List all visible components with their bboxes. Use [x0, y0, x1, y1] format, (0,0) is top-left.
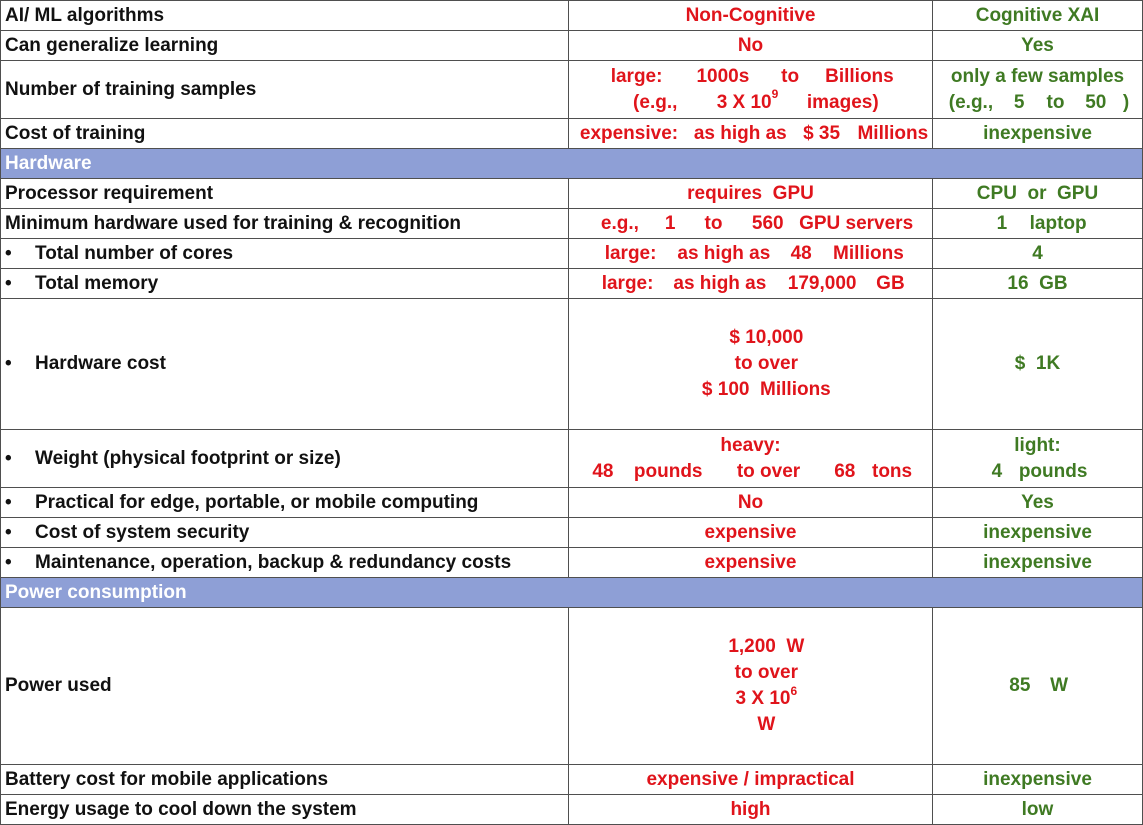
- non-cognitive-value: [569, 119, 933, 149]
- non-cognitive-value: [569, 299, 933, 430]
- cognitive-value: low: [933, 795, 1143, 825]
- value-part: 1000s: [696, 65, 750, 87]
- table-row: [1, 119, 1143, 149]
- row-label: [1, 430, 569, 488]
- bullet-icon: •: [5, 272, 12, 294]
- table-row: [1, 209, 1143, 239]
- value-part: pounds: [633, 460, 703, 482]
- value-part: 3 X 10: [716, 91, 772, 113]
- value-line: [937, 459, 1138, 485]
- non-cognitive-value: No: [569, 488, 933, 518]
- row-label: [1, 548, 569, 578]
- value-part: to: [781, 65, 800, 87]
- value-part: [703, 87, 793, 116]
- value-part: to over: [734, 662, 799, 683]
- row-label-text: Cost of system security: [35, 521, 250, 543]
- value-part: 1,200 W: [728, 636, 805, 657]
- row-label: [1, 239, 569, 269]
- value-line: [937, 90, 1138, 116]
- cognitive-value: inexpensive: [933, 119, 1143, 149]
- row-label: Number of training samples: [1, 61, 569, 119]
- section-hardware: [1, 149, 1143, 179]
- header-non-cognitive: Non-Cognitive: [569, 1, 933, 31]
- table-row: [1, 488, 1143, 518]
- value-part: large:: [604, 242, 657, 264]
- value-part: $ 35: [803, 122, 841, 144]
- value-part: pounds: [1018, 460, 1088, 482]
- bullet-icon: •: [5, 491, 12, 513]
- bullet-icon: •: [5, 353, 12, 374]
- row-label: Power used: [1, 608, 569, 765]
- table-row: [1, 179, 1143, 209]
- cognitive-value: CPU or GPU: [933, 179, 1143, 209]
- table-row: [1, 795, 1143, 825]
- value-part: 179,000: [787, 272, 857, 294]
- row-label-text: Hardware cost: [35, 353, 166, 374]
- non-cognitive-value: expensive: [569, 548, 933, 578]
- non-cognitive-value: [569, 608, 933, 765]
- value-part: laptop: [1029, 212, 1087, 234]
- value-line: light:: [1014, 434, 1061, 456]
- non-cognitive-value: [569, 209, 933, 239]
- bullet-icon: •: [5, 521, 12, 543]
- value-part: (e.g.,: [948, 91, 994, 113]
- value-part: 4: [991, 460, 1003, 482]
- non-cognitive-value: requires GPU: [569, 179, 933, 209]
- value-line: [573, 459, 928, 485]
- non-cognitive-value: No: [569, 31, 933, 61]
- non-cognitive-value: [569, 430, 933, 488]
- bullet-icon: •: [5, 551, 12, 573]
- value-part: to over: [734, 353, 799, 374]
- value-part: 5: [1013, 91, 1025, 113]
- value-part: images): [806, 91, 879, 113]
- row-label: [1, 299, 569, 430]
- value-line: [573, 87, 928, 116]
- value-part: to: [1046, 91, 1065, 113]
- row-label: Energy usage to cool down the system: [1, 795, 569, 825]
- value-part: to over: [736, 460, 801, 482]
- exponent: 6: [790, 683, 798, 698]
- row-label: Processor requirement: [1, 179, 569, 209]
- row-label: Cost of training: [1, 119, 569, 149]
- cognitive-value: Yes: [933, 488, 1143, 518]
- row-label: Can generalize learning: [1, 31, 569, 61]
- value-line: heavy:: [720, 434, 781, 456]
- row-label: Battery cost for mobile applications: [1, 765, 569, 795]
- row-label: [1, 488, 569, 518]
- cognitive-value: [933, 608, 1143, 765]
- value-part: to: [704, 212, 723, 234]
- row-label: [1, 518, 569, 548]
- value-part: Millions: [833, 242, 904, 264]
- table-row: [1, 61, 1143, 119]
- value-part: 68: [834, 460, 856, 482]
- row-label-text: Total number of cores: [35, 242, 234, 264]
- row-label-text: Maintenance, operation, backup & redundancy costs: [35, 551, 512, 573]
- cognitive-value: inexpensive: [933, 548, 1143, 578]
- table-row: [1, 239, 1143, 269]
- value-part: as high as: [673, 272, 767, 294]
- non-cognitive-value: expensive / impractical: [569, 765, 933, 795]
- value-part: 48: [790, 242, 812, 264]
- value-part: large:: [601, 272, 654, 294]
- value-part: GB: [876, 272, 905, 294]
- value-part: e.g.,: [600, 212, 639, 234]
- table-row: [1, 269, 1143, 299]
- value-part: 3 X 10: [735, 688, 791, 709]
- bullet-icon: •: [5, 242, 12, 264]
- value-part: ): [1122, 91, 1130, 113]
- value-part: large:: [610, 65, 663, 87]
- value-part: W: [1050, 675, 1069, 696]
- non-cognitive-value: [569, 269, 933, 299]
- header-row: [1, 1, 1143, 31]
- non-cognitive-value: [569, 61, 933, 119]
- value-part: Billions: [825, 65, 894, 87]
- table-row: [1, 31, 1143, 61]
- row-label: Minimum hardware used for training & recognition: [1, 209, 569, 239]
- value-part: tons: [872, 460, 913, 482]
- value-part: 85: [1009, 675, 1031, 696]
- table-row: [1, 548, 1143, 578]
- cognitive-value: inexpensive: [933, 518, 1143, 548]
- non-cognitive-value: [569, 239, 933, 269]
- value-part: expensive:: [579, 122, 679, 144]
- table-row: [1, 518, 1143, 548]
- cognitive-value: 16 GB: [933, 269, 1143, 299]
- table-row: [1, 430, 1143, 488]
- value-part: W: [757, 714, 776, 735]
- section-title: Power consumption: [1, 578, 1143, 608]
- header-cognitive-xai: Cognitive XAI: [933, 1, 1143, 31]
- value-part: GPU servers: [799, 212, 914, 234]
- value-part: 1: [664, 212, 676, 234]
- bullet-icon: •: [5, 447, 12, 469]
- non-cognitive-value: expensive: [569, 518, 933, 548]
- value-part: 48: [592, 460, 614, 482]
- row-label: [1, 269, 569, 299]
- value-line: [573, 64, 928, 90]
- row-label-text: Weight (physical footprint or size): [35, 447, 341, 469]
- value-line: only a few samples: [950, 65, 1125, 87]
- value-part: $ 100 Millions: [701, 379, 831, 400]
- value-part: Millions: [857, 122, 929, 144]
- value-part: as high as: [677, 242, 771, 264]
- value-part: 560: [751, 212, 784, 234]
- value-part: 1: [996, 212, 1008, 234]
- value-part: as high as: [693, 122, 787, 144]
- row-label-text: Total memory: [35, 272, 159, 294]
- value-part: 50: [1085, 91, 1107, 113]
- cognitive-value: 4: [933, 239, 1143, 269]
- table-row: [1, 765, 1143, 795]
- cognitive-value: $ 1K: [933, 299, 1143, 430]
- value-part: $ 10,000: [729, 327, 804, 348]
- header-algorithms: AI/ ML algorithms: [1, 1, 569, 31]
- cognitive-value: [933, 61, 1143, 119]
- cognitive-value: inexpensive: [933, 765, 1143, 795]
- cognitive-value: [933, 209, 1143, 239]
- exponent: 9: [771, 87, 779, 102]
- cognitive-value: Yes: [933, 31, 1143, 61]
- cognitive-value: [933, 430, 1143, 488]
- table-row: [1, 608, 1143, 765]
- value-part: [726, 683, 806, 712]
- row-label-text: Practical for edge, portable, or mobile computing: [35, 491, 479, 513]
- table-row: [1, 299, 1143, 430]
- section-title: Hardware: [1, 149, 1143, 179]
- section-power: [1, 578, 1143, 608]
- non-cognitive-value: high: [569, 795, 933, 825]
- value-part: (e.g.,: [633, 91, 678, 113]
